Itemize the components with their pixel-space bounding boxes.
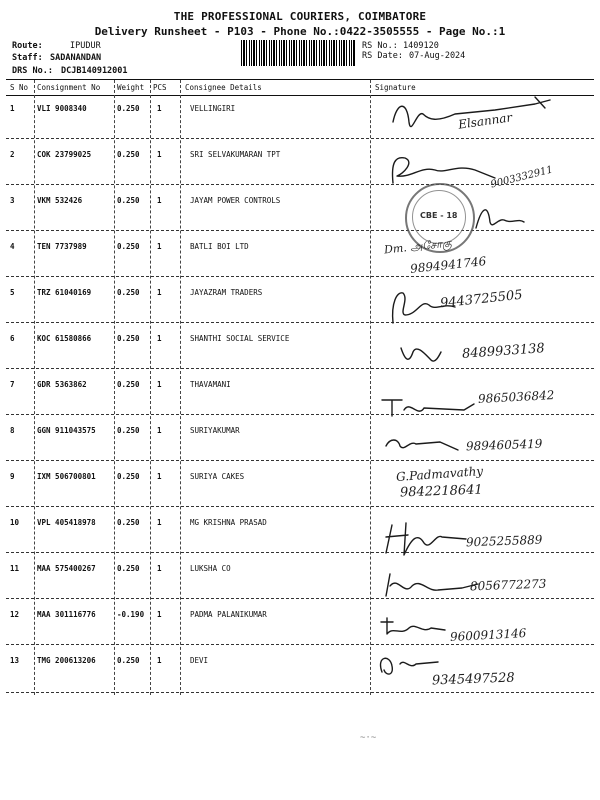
signature-text: 9600913146 <box>449 626 527 644</box>
row-pcs: 1 <box>157 426 162 435</box>
row-consignment-no: TEN 7737989 <box>37 242 87 251</box>
row-consignment-no: VPL 405418978 <box>37 518 96 527</box>
row-pcs: 1 <box>157 380 162 389</box>
row-consignee: PADMA PALANIKUMAR <box>190 610 267 619</box>
row-pcs: 1 <box>157 104 162 113</box>
row-pcs: 1 <box>157 288 162 297</box>
row-consignee: JAYAM POWER CONTROLS <box>190 196 281 205</box>
row-sno: 7 <box>10 380 15 389</box>
signature-text: 9003332911 <box>489 164 555 191</box>
signature-scribble <box>378 515 478 560</box>
table-row <box>0 242 600 288</box>
row-consignee: SHANTHI SOCIAL SERVICE <box>190 334 290 343</box>
row-consignment-no: TMG 200613206 <box>37 656 96 665</box>
signature-text: 9345497528 <box>431 670 515 689</box>
row-consignee: SRI SELVAKUMARAN TPT <box>190 150 281 159</box>
row-pcs: 1 <box>157 472 162 481</box>
row-weight: 0.250 <box>117 472 140 481</box>
row-divider <box>6 644 594 645</box>
row-sno: 8 <box>10 426 15 435</box>
row-weight: 0.250 <box>117 334 140 343</box>
row-consignment-no: VLI 9008340 <box>37 104 87 113</box>
row-pcs: 1 <box>157 518 162 527</box>
row-consignment-no: GGN 911043575 <box>37 426 96 435</box>
row-consignee: BATLI BOI LTD <box>190 242 249 251</box>
row-sno: 5 <box>10 288 15 297</box>
row-divider <box>6 322 594 323</box>
runsheet-title: Delivery Runsheet - P103 - Phone No.:0422-3505555 - Page No.:1 <box>94 25 506 38</box>
row-consignee: MG KRISHNA PRASAD <box>190 518 267 527</box>
row-consignee: SURIYAKUMAR <box>190 426 240 435</box>
rs-no-label: RS No.: <box>362 41 398 51</box>
row-sno: 3 <box>10 196 15 205</box>
stamp-text: CBE - 18 <box>420 211 458 220</box>
drs-value: DCJB140912001 <box>61 66 128 76</box>
row-consignment-no: VKM 532426 <box>37 196 83 205</box>
table-top-rule <box>6 79 594 80</box>
row-weight: 0.250 <box>117 150 140 159</box>
row-consignment-no: KOC 61580866 <box>37 334 92 343</box>
row-divider <box>6 414 594 415</box>
route-value: IPUDUR <box>70 41 101 51</box>
signature-text: 9894605419 <box>465 436 543 454</box>
col-header-consignee: Consignee Details <box>185 83 262 92</box>
signature-text: 9443725505 <box>439 287 524 312</box>
signature-text: 9894941746 <box>409 254 487 276</box>
row-pcs: 1 <box>157 564 162 573</box>
signature-text: 9842218641 <box>399 482 483 501</box>
signature-text: 8056772273 <box>469 576 547 594</box>
staff-value: SADANANDAN <box>50 53 102 63</box>
row-divider <box>6 460 594 461</box>
signature-scribble <box>380 428 470 458</box>
row-consignee: JAYAZRAM TRADERS <box>190 288 263 297</box>
signature-scribble <box>378 392 488 422</box>
row-weight: 0.250 <box>117 196 140 205</box>
col-header-weight: Weight <box>117 83 145 92</box>
scan-mark: ~·~ <box>360 733 377 743</box>
row-weight: 0.250 <box>117 518 140 527</box>
route-label: Route: <box>12 41 43 51</box>
row-pcs: 1 <box>157 150 162 159</box>
table-row <box>0 150 600 196</box>
barcode <box>241 40 355 66</box>
row-divider <box>6 368 594 369</box>
row-sno: 9 <box>10 472 15 481</box>
rs-date-value: 07-Aug-2024 <box>409 51 466 61</box>
row-consignment-no: GDR 5363862 <box>37 380 87 389</box>
row-divider <box>6 552 594 553</box>
table-row <box>0 472 600 518</box>
signature-text: 9865036842 <box>477 388 555 406</box>
row-consignee: THAVAMANI <box>190 380 231 389</box>
row-consignee: LUKSHA CO <box>190 564 231 573</box>
row-weight: 0.250 <box>117 380 140 389</box>
staff-label: Staff: <box>12 53 43 63</box>
row-consignee: DEVI <box>190 656 209 665</box>
row-sno: 12 <box>10 610 20 619</box>
row-sno: 10 <box>10 518 20 527</box>
signature-text: 8489933138 <box>461 341 546 362</box>
signature-scribble <box>375 612 455 642</box>
row-consignment-no: TRZ 61040169 <box>37 288 92 297</box>
rs-no-value: 1409120 <box>403 41 439 51</box>
col-header-signature: Signature <box>375 83 416 92</box>
row-consignment-no: MAA 301116776 <box>37 610 96 619</box>
company-title: THE PROFESSIONAL COURIERS, COIMBATORE <box>173 10 427 23</box>
row-weight: -0.190 <box>117 610 145 619</box>
row-divider <box>6 276 594 277</box>
signature-scribble <box>395 338 445 368</box>
col-header-pcs: PCS <box>153 83 167 92</box>
col-header-consignment: Consignment No <box>37 83 101 92</box>
signature-text: 9025255889 <box>465 532 543 550</box>
col-header-sno: S No <box>10 83 29 92</box>
row-consignment-no: COK 23799025 <box>37 150 92 159</box>
row-pcs: 1 <box>157 334 162 343</box>
row-consignee: SURIYA CAKES <box>190 472 245 481</box>
row-sno: 1 <box>10 104 15 113</box>
row-divider <box>6 598 594 599</box>
row-divider <box>6 692 594 693</box>
signature-text: Elsannar <box>457 110 513 132</box>
row-consignee: VELLINGIRI <box>190 104 236 113</box>
row-sno: 11 <box>10 564 20 573</box>
row-weight: 0.250 <box>117 426 140 435</box>
row-consignment-no: MAA 575400267 <box>37 564 96 573</box>
row-sno: 6 <box>10 334 15 343</box>
rs-date-label: RS Date: <box>362 51 403 61</box>
drs-label: DRS No.: <box>12 66 53 76</box>
row-sno: 2 <box>10 150 15 159</box>
row-pcs: 1 <box>157 242 162 251</box>
row-weight: 0.250 <box>117 288 140 297</box>
row-pcs: 1 <box>157 610 162 619</box>
signature-name-text: G.Padmavathy <box>395 463 484 485</box>
row-sno: 4 <box>10 242 15 251</box>
row-pcs: 1 <box>157 196 162 205</box>
row-weight: 0.250 <box>117 564 140 573</box>
row-consignment-no: IXM 506700801 <box>37 472 96 481</box>
signature-scribble <box>385 148 505 193</box>
row-weight: 0.250 <box>117 242 140 251</box>
row-sno: 13 <box>10 656 20 665</box>
signature-name-text: Dm. அசோகு <box>383 236 453 257</box>
row-pcs: 1 <box>157 656 162 665</box>
row-divider <box>6 506 594 507</box>
row-weight: 0.250 <box>117 104 140 113</box>
row-weight: 0.250 <box>117 656 140 665</box>
signature-scribble <box>470 200 530 235</box>
